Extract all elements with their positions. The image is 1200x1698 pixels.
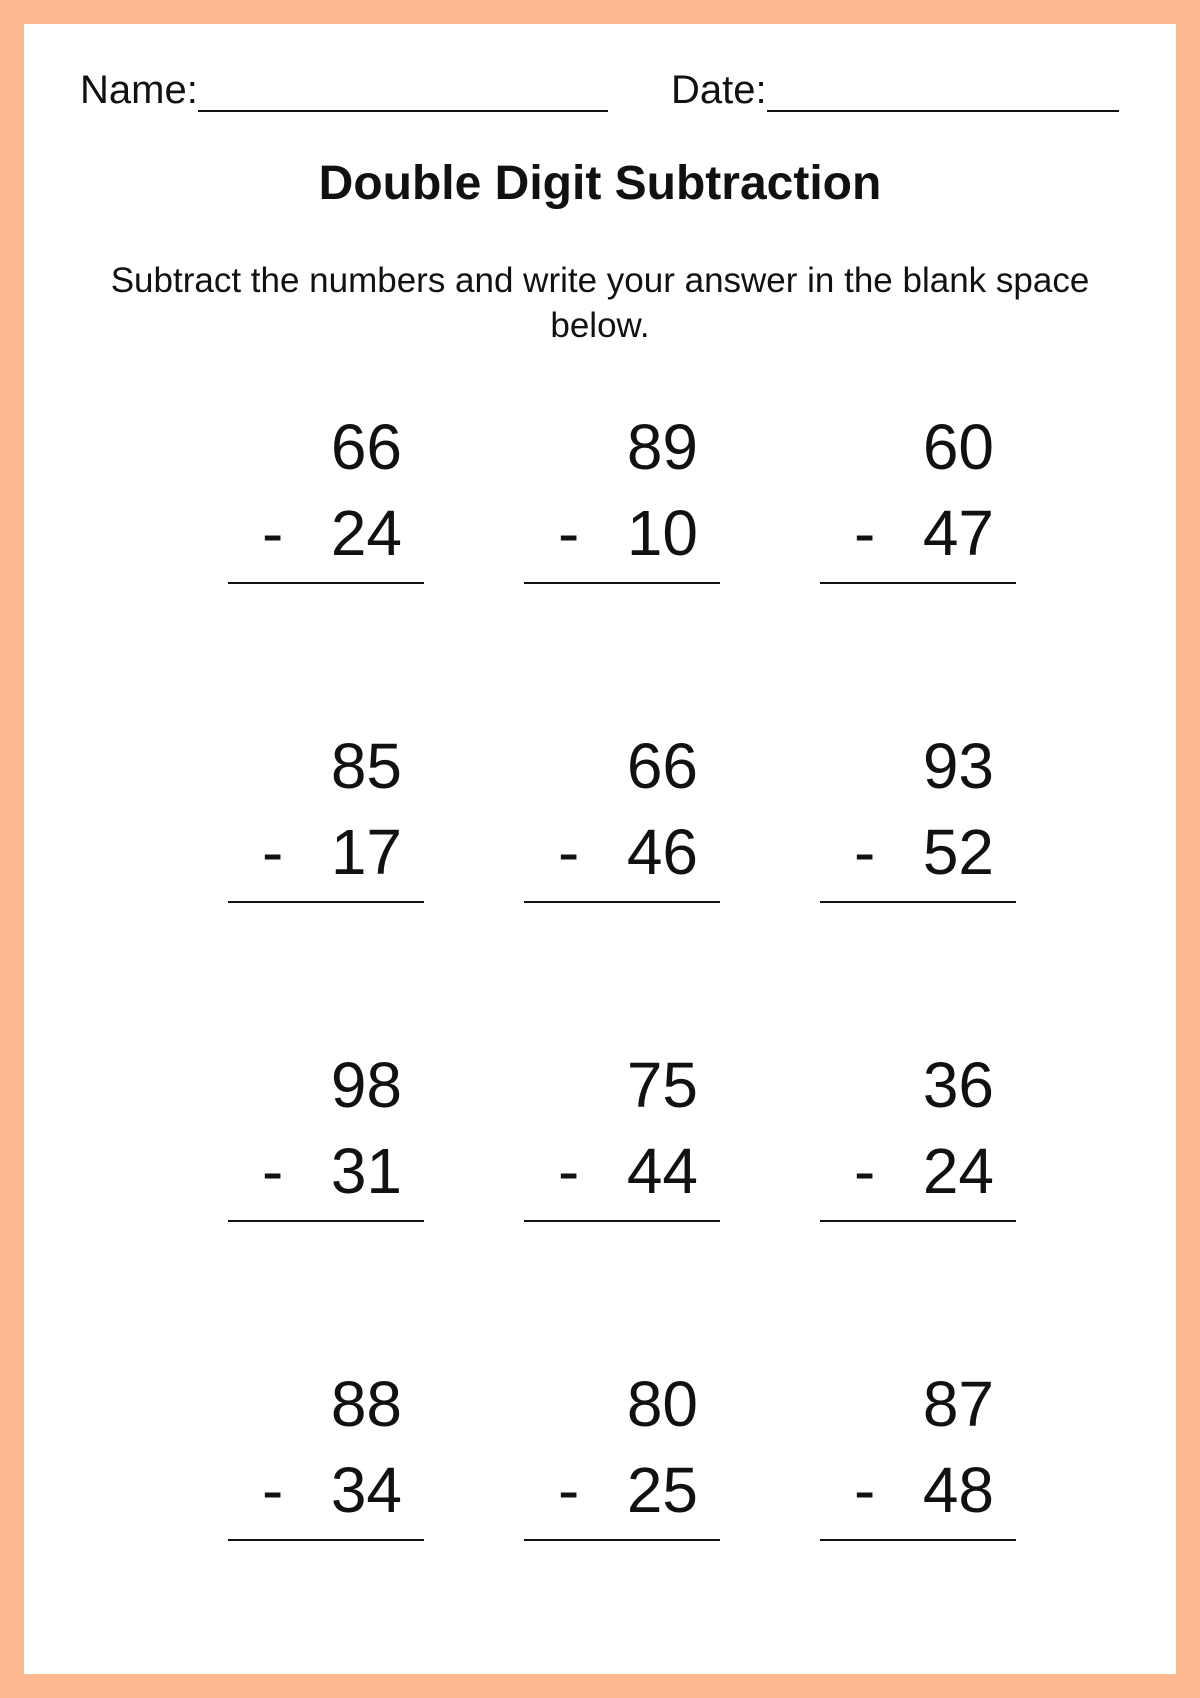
- subtrahend: 34: [330, 1454, 402, 1526]
- subtrahend: 46: [626, 816, 698, 888]
- answer-line[interactable]: [228, 1220, 424, 1222]
- minus-sign: -: [262, 1135, 284, 1207]
- answer-line[interactable]: [524, 901, 720, 903]
- subtrahend: 44: [626, 1135, 698, 1207]
- subtrahend: 47: [922, 497, 994, 569]
- name-input-line[interactable]: [198, 70, 608, 112]
- subtraction-problem: [524, 1042, 720, 1250]
- minus-sign: -: [558, 1454, 580, 1526]
- answer-line[interactable]: [524, 582, 720, 584]
- worksheet-title: Double Digit Subtraction: [318, 157, 882, 210]
- date-label: Date:: [671, 68, 767, 112]
- subtraction-problem: [524, 404, 720, 612]
- minuend: 66: [626, 730, 698, 802]
- answer-line[interactable]: [228, 1539, 424, 1541]
- subtrahend: 52: [922, 816, 994, 888]
- minuend: 75: [626, 1049, 698, 1121]
- minuend: 88: [330, 1368, 402, 1440]
- subtrahend: 31: [330, 1135, 402, 1207]
- subtraction-problem: [524, 723, 720, 931]
- minuend: 60: [922, 411, 994, 483]
- minus-sign: -: [558, 1135, 580, 1207]
- subtrahend: 17: [330, 816, 402, 888]
- minus-sign: -: [854, 497, 876, 569]
- subtraction-problem: [820, 1042, 1016, 1250]
- minuend: 36: [922, 1049, 994, 1121]
- date-input-line[interactable]: [767, 70, 1119, 112]
- minus-sign: -: [262, 816, 284, 888]
- minus-sign: -: [854, 1135, 876, 1207]
- subtraction-problem: [228, 404, 424, 612]
- subtraction-problem: [820, 404, 1016, 612]
- minus-sign: -: [854, 1454, 876, 1526]
- minuend: 66: [330, 411, 402, 483]
- minuend: 89: [626, 411, 698, 483]
- name-field: [80, 58, 608, 112]
- minus-sign: -: [558, 816, 580, 888]
- answer-line[interactable]: [820, 1220, 1016, 1222]
- subtraction-problem: [524, 1361, 720, 1569]
- answer-line[interactable]: [228, 582, 424, 584]
- answer-line[interactable]: [820, 582, 1016, 584]
- minus-sign: -: [854, 816, 876, 888]
- problem-grid: [228, 404, 1018, 1569]
- subtraction-problem: [228, 1042, 424, 1250]
- subtraction-problem: [228, 723, 424, 931]
- minus-sign: -: [262, 497, 284, 569]
- date-field: [671, 58, 1119, 112]
- subtraction-problem: [820, 723, 1016, 931]
- subtraction-problem: [228, 1361, 424, 1569]
- instructions-text: Subtract the numbers and write your answer in the blank space below.: [110, 261, 1090, 345]
- minuend: 98: [330, 1049, 402, 1121]
- subtrahend: 10: [626, 497, 698, 569]
- subtrahend: 25: [626, 1454, 698, 1526]
- answer-line[interactable]: [228, 901, 424, 903]
- minuend: 85: [330, 730, 402, 802]
- minus-sign: -: [558, 497, 580, 569]
- name-label: Name:: [80, 68, 198, 112]
- answer-line[interactable]: [820, 901, 1016, 903]
- subtrahend: 48: [922, 1454, 994, 1526]
- subtraction-problem: [820, 1361, 1016, 1569]
- minuend: 80: [626, 1368, 698, 1440]
- subtrahend: 24: [922, 1135, 994, 1207]
- answer-line[interactable]: [524, 1539, 720, 1541]
- minus-sign: -: [262, 1454, 284, 1526]
- answer-line[interactable]: [820, 1539, 1016, 1541]
- answer-line[interactable]: [524, 1220, 720, 1222]
- minuend: 93: [922, 730, 994, 802]
- subtrahend: 24: [330, 497, 402, 569]
- minuend: 87: [922, 1368, 994, 1440]
